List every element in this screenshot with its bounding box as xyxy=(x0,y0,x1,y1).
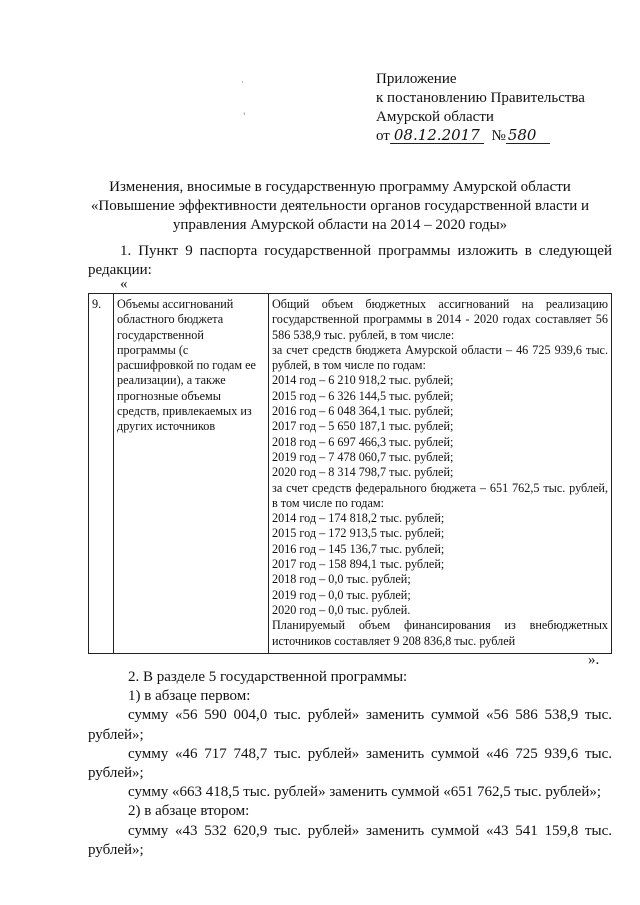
total-intro: Общий объем бюджетных ассигнований на реализацию государственной программы в 2014 - 2020 годах составляет 56 586 538,9 тыс. рублей, в том числе: xyxy=(272,297,608,342)
federal-intro: за счет средств федерального бюджета – 651 762,5 тыс. рублей, в том числе по годам: xyxy=(272,480,608,510)
quote-open: « xyxy=(120,276,128,292)
regional-year: 2020 год – 8 314 798,7 тыс. рублей; xyxy=(272,465,454,480)
federal-year: 2019 год – 0,0 тыс. рублей; xyxy=(272,587,411,602)
regional-intro: за счет средств бюджета Амурской области – 46 725 939,6 тыс. рублей, в том числе по годам: xyxy=(272,342,608,373)
appendix-date-line xyxy=(376,127,585,146)
document-title xyxy=(70,178,610,235)
subsection-2: 2) в абзаце втором: xyxy=(128,803,250,820)
regional-year: 2014 год – 6 210 918,2 тыс. рублей; xyxy=(272,373,454,388)
appendix-line-1: Приложение xyxy=(376,71,457,87)
title-line-2: «Повышение эффективности деятельности органов государственной власти и xyxy=(90,198,590,214)
regional-year: 2017 год – 5 650 187,1 тыс. рублей; xyxy=(272,419,454,434)
section-2 xyxy=(88,668,612,860)
passport-table xyxy=(88,293,612,654)
scan-mark: · xyxy=(241,78,244,88)
title-line-1: Изменения, вносимые в государственную программу Амурской области xyxy=(109,179,571,195)
row-name: Объемы ассигнований областного бюджета государственной программы (с расшифровкой по годам ее реализации), а также прогнозные объемы средств, привлекаемых из других источников xyxy=(114,294,269,654)
replace-line-a: сумму «56 590 004,0 тыс. рублей» заменить суммой «56 586 538,9 тыс. рублей»; xyxy=(88,707,612,743)
row-number: 9. xyxy=(89,294,114,654)
number-prefix: № xyxy=(491,128,506,144)
regional-year: 2016 год – 6 048 364,1 тыс. рублей; xyxy=(272,404,454,419)
row-description xyxy=(269,294,612,654)
federal-year: 2014 год – 174 818,2 тыс. рублей; xyxy=(272,511,445,526)
scan-mark: ' xyxy=(243,112,246,122)
handwritten-number: 580 xyxy=(506,128,551,144)
federal-year: 2017 год – 158 894,1 тыс. рублей; xyxy=(272,557,445,572)
replace-line-c: сумму «663 418,5 тыс. рублей» заменить суммой «651 762,5 тыс. рублей»; xyxy=(128,784,602,801)
appendix-line-3: Амурской области xyxy=(376,109,494,125)
federal-year: 2020 год – 0,0 тыс. рублей. xyxy=(272,602,411,617)
federal-year: 2016 год – 145 136,7 тыс. рублей; xyxy=(272,541,445,556)
handwritten-date: 08.12.2017 xyxy=(390,128,484,144)
replace-line-d: сумму «43 532 620,9 тыс. рублей» заменить суммой «43 541 159,8 тыс. рублей»; xyxy=(88,822,612,858)
regional-year: 2019 год – 7 478 060,7 тыс. рублей; xyxy=(272,449,454,464)
quote-close: ». xyxy=(588,652,600,668)
appendix-line-2: к постановлению Правительства xyxy=(376,90,585,106)
title-line-3: управления Амурской области на 2014 – 2020 годы» xyxy=(172,217,508,233)
section-2-heading: 2. В разделе 5 государственной программы: xyxy=(128,669,408,685)
appendix-block xyxy=(376,70,585,146)
paragraph-1: 1. Пункт 9 паспорта государственной программы изложить в следующей редакции: xyxy=(88,243,612,278)
subsection-1: 1) в абзаце первом: xyxy=(128,688,251,705)
replace-line-b: сумму «46 717 748,7 тыс. рублей» заменить суммой «46 725 939,6 тыс. рублей»; xyxy=(88,745,612,782)
extra-budget: Планируемый объем финансирования из внебюджетных источников составляет 9 208 836,8 тыс. рублей xyxy=(272,618,608,648)
regional-year: 2015 год – 6 326 144,5 тыс. рублей; xyxy=(272,388,454,403)
federal-year: 2015 год – 172 913,5 тыс. рублей; xyxy=(272,526,445,541)
date-prefix: от xyxy=(376,128,390,144)
table-row xyxy=(89,294,612,654)
federal-year: 2018 год – 0,0 тыс. рублей; xyxy=(272,572,411,587)
regional-year: 2018 год – 6 697 466,3 тыс. рублей; xyxy=(272,434,454,449)
